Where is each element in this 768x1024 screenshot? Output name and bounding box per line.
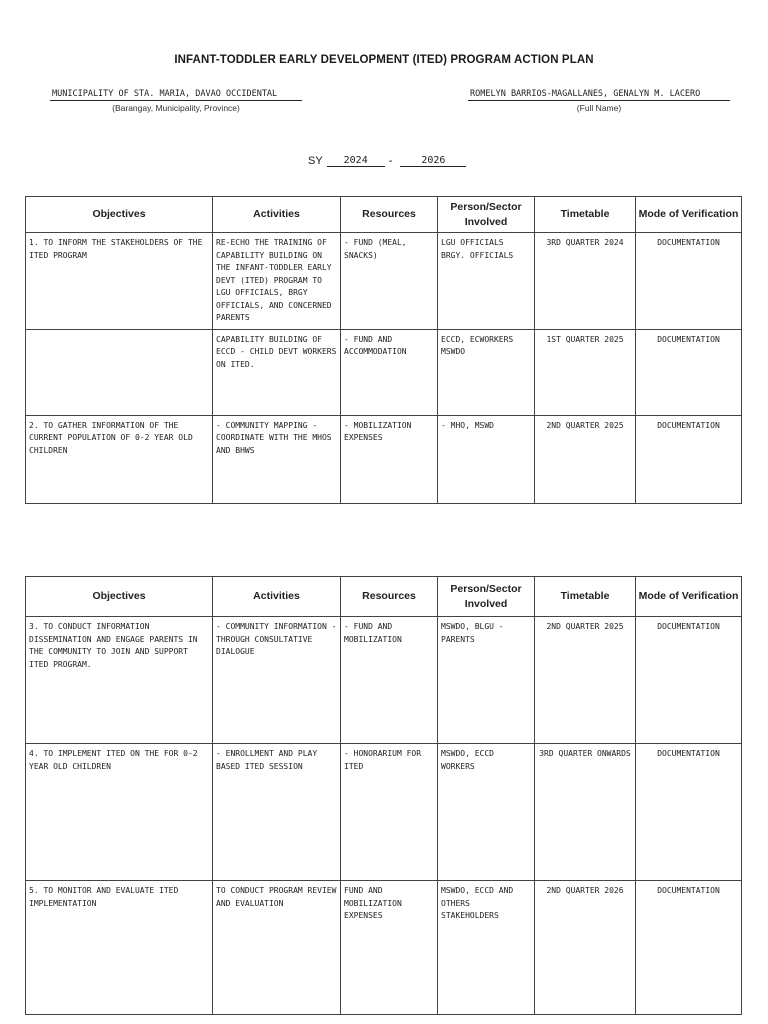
table-row (26, 881, 742, 1015)
objective-cell: 1. TO INFORM THE STAKEHOLDERS OF THE ITED PROGRAM (29, 238, 203, 260)
table-row (26, 329, 742, 415)
activity-cell: TO CONDUCT PROGRAM REVIEW AND EVALUATION (216, 886, 337, 908)
document-title: INFANT-TODDLER EARLY DEVELOPMENT (ITED) PROGRAM ACTION PLAN (174, 54, 594, 66)
action-plan-table-2 (25, 576, 742, 1015)
header-timetable: Timetable (535, 197, 636, 233)
resources-cell: - HONORARIUM FOR ITED (344, 749, 422, 771)
header-activities: Activities (213, 197, 341, 233)
header-resources: Resources (341, 577, 438, 617)
table-header-row (26, 197, 742, 233)
activity-cell: - ENROLLMENT AND PLAY BASED ITED SESSION (216, 749, 318, 771)
action-plan-table-1 (25, 196, 742, 504)
sy-label: SY (308, 155, 323, 167)
table-row (26, 744, 742, 881)
objective-cell: 3. TO CONDUCT INFORMATION DISSEMINATION AND ENGAGE PARENTS IN THE COMMUNITY TO JOIN AND SUPPORT ITED PROGRAM. (29, 622, 198, 669)
header-verification: Mode of Verification (636, 577, 742, 617)
table-row (26, 415, 742, 503)
objective-cell: 2. TO GATHER INFORMATION OF THE CURRENT POPULATION OF 0-2 YEAR OLD CHILDREN (29, 420, 193, 455)
timetable-cell: 3RD QUARTER 2024 (546, 238, 624, 247)
header-person-sector: Person/Sector Involved (438, 577, 535, 617)
verification-cell: DOCUMENTATION (657, 420, 720, 430)
resources-cell: - MOBILIZATION EXPENSES (344, 420, 412, 442)
header-objectives: Objectives (26, 197, 213, 233)
school-year (308, 155, 466, 167)
sy-end: 2026 (400, 155, 466, 167)
activity-cell: CAPABILITY BUILDING OF ECCD - CHILD DEVT WORKERS ON ITED. (216, 334, 337, 369)
resources-cell: FUND AND MOBILIZATION EXPENSES (344, 886, 402, 920)
header-activities: Activities (213, 577, 341, 617)
municipality-field (50, 89, 302, 113)
municipality-caption: (Barangay, Municipality, Province) (112, 103, 240, 113)
timetable-cell: 1ST QUARTER 2025 (546, 334, 624, 344)
sy-start: 2024 (327, 155, 385, 167)
table-row (26, 233, 742, 330)
fullname-field (468, 89, 730, 113)
header-person-sector: Person/Sector Involved (438, 197, 535, 233)
objective-cell: 5. TO MONITOR AND EVALUATE ITED IMPLEMENTATION (29, 886, 179, 908)
header-timetable: Timetable (535, 577, 636, 617)
activity-cell: RE-ECHO THE TRAINING OF CAPABILITY BUILDING ON THE INFANT-TODDLER EARLY DEVT (ITED) PROGRAM TO LGU OFFICIALS, BRGY OFFICIALS, AND CONCERNED PARENTS (216, 238, 332, 322)
objective-cell: 4. TO IMPLEMENT ITED ON THE FOR 0-2 YEAR OLD CHILDREN (29, 749, 198, 771)
timetable-cell: 2ND QUARTER 2026 (546, 886, 624, 895)
activity-cell: - COMMUNITY INFORMATION - THROUGH CONSULTATIVE DIALOGUE (216, 622, 337, 656)
verification-cell: DOCUMENTATION (657, 622, 720, 631)
person-cell: - MHO, MSWD (441, 420, 494, 430)
header-resources: Resources (341, 197, 438, 233)
verification-cell: DOCUMENTATION (657, 238, 720, 247)
verification-cell: DOCUMENTATION (657, 749, 720, 758)
objective-cell (26, 330, 212, 338)
person-cell: MSWDO, ECCD AND OTHERS STAKEHOLDERS (441, 886, 514, 920)
resources-cell: - FUND AND MOBILIZATION (344, 622, 402, 644)
activity-cell: - COMMUNITY MAPPING - COORDINATE WITH THE MHOS AND BHWS (216, 420, 332, 455)
resources-cell: - FUND (MEAL, SNACKS) (344, 238, 407, 260)
header-verification: Mode of Verification (636, 197, 742, 233)
person-cell: MSWDO, BLGU - PARENTS (441, 622, 504, 644)
person-cell: ECCD, ECWORKERS MSWDO (441, 334, 514, 356)
table-row (26, 617, 742, 744)
table-header-row (26, 577, 742, 617)
timetable-cell: 2ND QUARTER 2025 (546, 420, 624, 430)
timetable-cell: 2ND QUARTER 2025 (546, 622, 624, 631)
sy-dash: - (388, 155, 393, 167)
fullname-caption: (Full Name) (576, 103, 622, 113)
resources-cell: - FUND AND ACCOMMODATION (344, 334, 407, 356)
verification-cell: DOCUMENTATION (657, 886, 720, 895)
person-cell: MSWDO, ECCD WORKERS (441, 749, 494, 771)
timetable-cell: 3RD QUARTER ONWARDS (539, 749, 631, 758)
person-cell: LGU OFFICIALS BRGY. OFFICIALS (441, 238, 514, 260)
header-objectives: Objectives (26, 577, 213, 617)
verification-cell: DOCUMENTATION (657, 334, 720, 344)
municipality-value: MUNICIPALITY OF STA. MARIA, DAVAO OCCIDENTAL (50, 89, 302, 101)
fullname-value: ROMELYN BARRIOS-MAGALLANES, GENALYN M. LACERO (468, 89, 730, 101)
